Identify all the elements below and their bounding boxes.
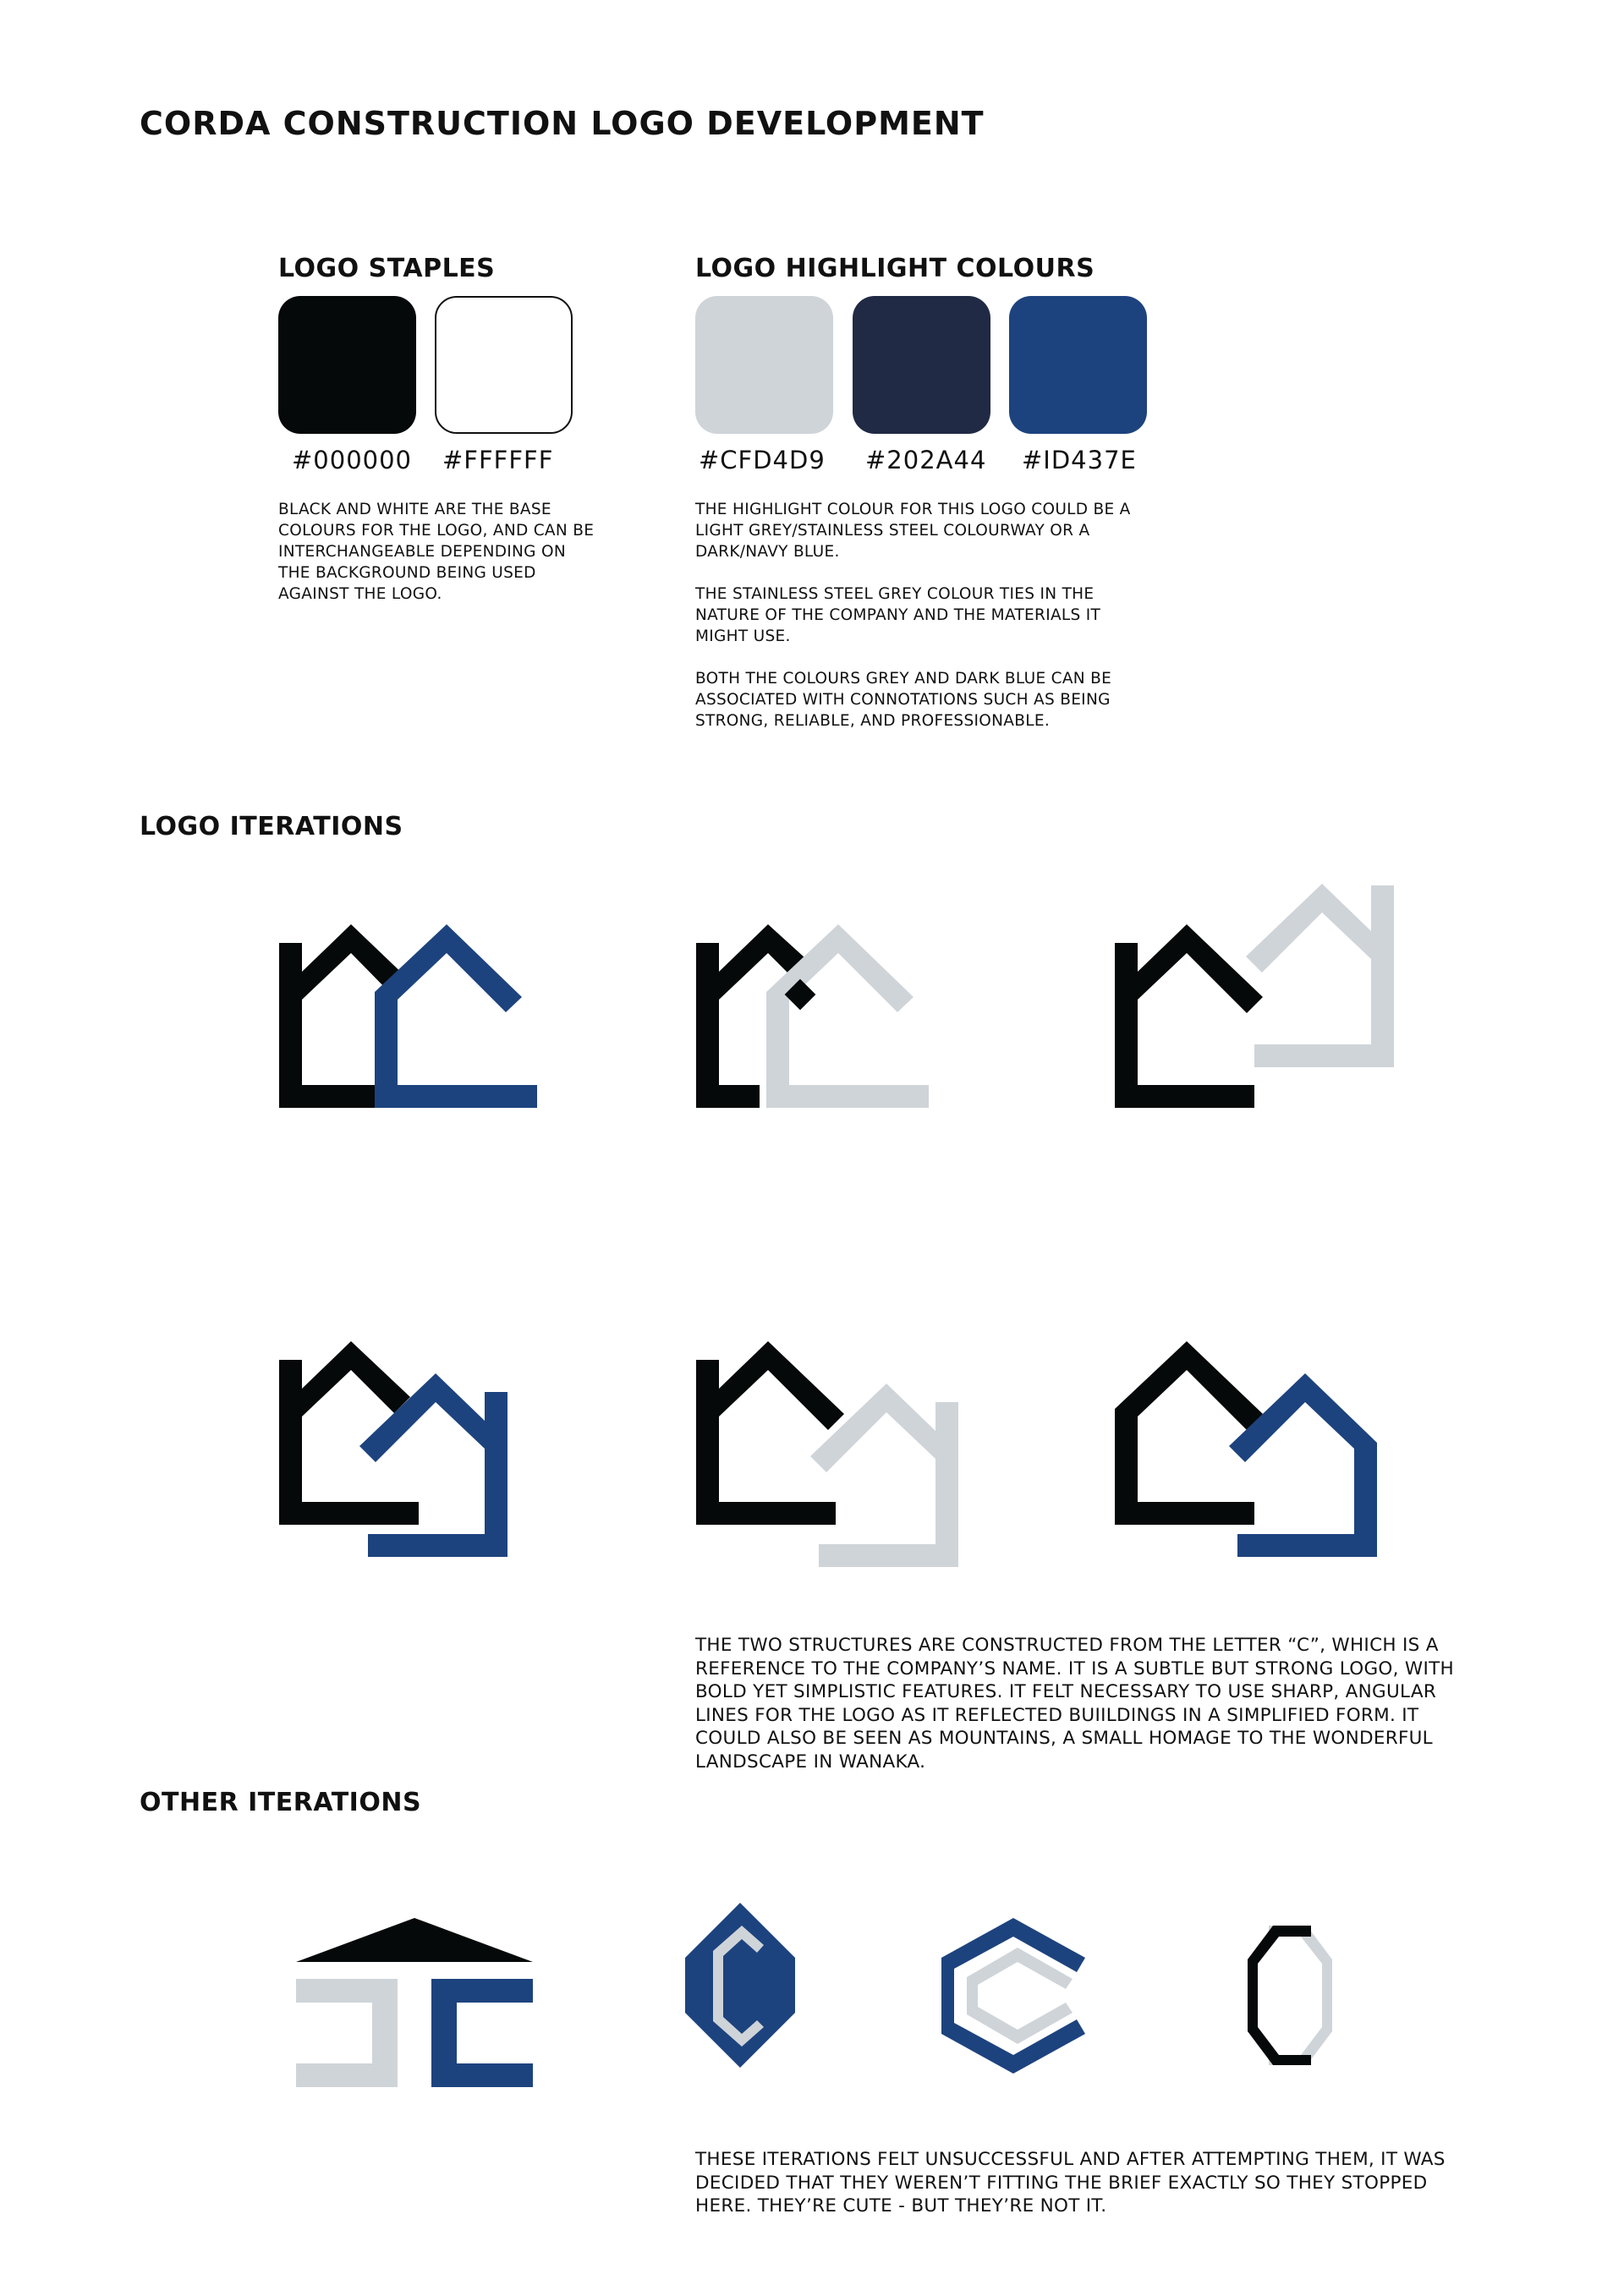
page-title: CORDA CONSTRUCTION LOGO DEVELOPMENT [140, 105, 985, 142]
hexagon-badge-c-logo [681, 1899, 799, 2072]
swatch-black [278, 296, 416, 434]
logo-iteration-5 [688, 1334, 967, 1588]
roof-c-logo [292, 1911, 537, 2089]
highlights-paragraph-3: BOTH THE COLOURS GREY AND DARK BLUE CAN BE ASSOCIATED WITH CONNOTATIONS SUCH AS BEING STRONG, RELIABLE, AND PROFESSIONABLE. [695, 670, 1112, 730]
other-iterations-heading: OTHER ITERATIONS [140, 1788, 422, 1817]
logo-iterations-heading: LOGO ITERATIONS [140, 812, 403, 841]
logo-iteration-4 [271, 1334, 524, 1567]
hexagon-c-logo [937, 1911, 1098, 2080]
interlocking-c-logo [1222, 1913, 1358, 2082]
other-iterations-description: THESE ITERATIONS FELT UNSUCCESSFUL AND AFTER ATTEMPTING THEM, IT WAS DECIDED THAT THEY WEREN’T FITTING THE BRIEF EXACTLY SO THEY STOPPED HERE. THEY’RE CUTE - BUT THEY’RE NOT IT. [695, 2149, 1446, 2217]
highlights-paragraph-2: THE STAINLESS STEEL GREY COLOUR TIES IN THE NATURE OF THE COMPANY AND THE MATERIALS IT MIGHT USE. [695, 585, 1101, 645]
swatch-steel-grey-label: #CFD4D9 [699, 446, 826, 474]
logo-staples-heading: LOGO STAPLES [278, 254, 496, 283]
logo-highlight-colours-heading: LOGO HIGHLIGHT COLOURS [695, 254, 1095, 283]
logo-iteration-2 [688, 918, 967, 1125]
swatch-white-label: #FFFFFF [442, 446, 554, 474]
swatch-dark-navy [853, 296, 990, 434]
highlights-paragraph-1: THE HIGHLIGHT COLOUR FOR THIS LOGO COULD BE A LIGHT GREY/STAINLESS STEEL COLOURWAY OR A DARK/NAVY BLUE. [695, 501, 1131, 561]
swatch-white [435, 296, 573, 434]
swatch-black-label: #000000 [292, 446, 413, 474]
logo-iteration-1 [271, 918, 550, 1125]
swatch-blue-label: #ID437E [1022, 446, 1137, 474]
logo-iteration-3 [1106, 875, 1402, 1125]
swatch-blue [1009, 296, 1147, 434]
swatch-dark-navy-label: #202A44 [865, 446, 987, 474]
iterations-description: THE TWO STRUCTURES ARE CONSTRUCTED FROM THE LETTER “C”, WHICH IS A REFERENCE TO THE COMPANY’S NAME. IT IS A SUBTLE BUT STRONG LOGO, WITH BOLD YET SIMPLISTIC FEATURES. IT FELT NECESSARY TO USE SHARP, ANGULAR LINES FOR THE LOGO AS IT REFLECTED BUIILDINGS IN A SIMPLIFIED FORM. IT COULD ALSO BE SEEN AS MOUNTAINS, A SMALL HOMAGE TO THE WONDERFUL LANDSCAPE IN WANAKA. [695, 1635, 1455, 1773]
staples-description: BLACK AND WHITE ARE THE BASE COLOURS FOR THE LOGO, AND CAN BE INTERCHANGEABLE DEPENDING ON THE BACKGROUND BEING USED AGAINST THE LOGO. [278, 501, 595, 603]
logo-iteration-6 [1106, 1334, 1385, 1580]
swatch-steel-grey [695, 296, 833, 434]
highlights-description [695, 499, 1135, 732]
